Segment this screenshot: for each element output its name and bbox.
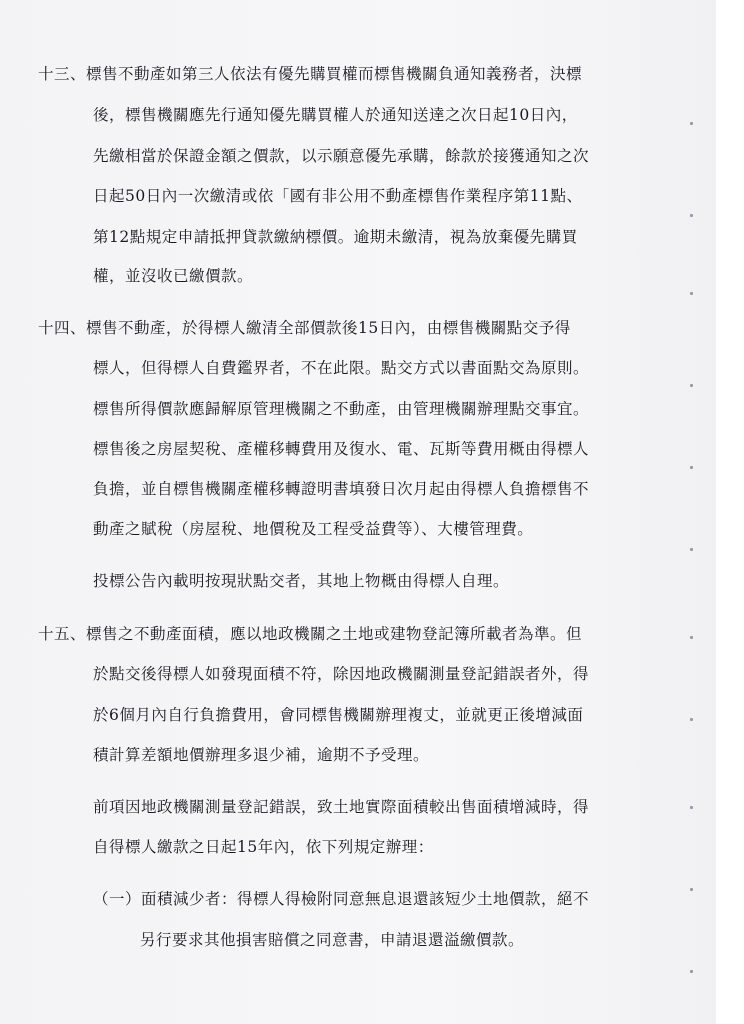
margin-mark: [690, 636, 693, 639]
margin-mark: [690, 292, 693, 295]
section-13-line-5: 第12點規定申請抵押貸款繳納標價。逾期未繳清，視為放棄優先購買: [93, 228, 578, 246]
section-13-line-1: 十三、標售不動產如第三人依法有優先購買權而標售機關負通知義務者，決標: [38, 65, 583, 83]
margin-marks: [690, 0, 698, 1024]
section-14-line-4: 標售後之房屋契稅、產權移轉費用及復水、電、瓦斯等費用概由得標人: [93, 440, 590, 458]
section-15-item-1-line-1: （一）面積減少者：得標人得檢附同意無息退還該短少土地價款，絕不: [93, 890, 590, 908]
margin-mark: [690, 548, 693, 551]
margin-mark: [690, 122, 693, 125]
scan-edge: [716, 0, 744, 1024]
section-13-line-6: 權，並沒收已繳價款。: [93, 267, 254, 285]
section-15-item-1-line-2: 另行要求其他損害賠償之同意書，申請退還溢繳價款。: [140, 931, 525, 949]
section-14-line-5: 負擔，並自標售機關產權移轉證明書填發日次月起由得標人負擔標售不: [93, 480, 590, 498]
margin-mark: [690, 384, 693, 387]
margin-mark: [690, 970, 693, 973]
section-15-line-2: 於點交後得標人如發現面積不符，除因地政機關測量登記錯誤者外，得: [93, 665, 590, 683]
section-15-para2-line-1: 前項因地政機關測量登記錯誤，致土地實際面積較出售面積增減時，得: [93, 798, 590, 816]
section-14-note: 投標公告內載明按現狀點交者，其地上物概由得標人自理。: [93, 572, 510, 590]
section-15-line-4: 積計算差額地價辦理多退少補，逾期不予受理。: [93, 746, 430, 764]
section-13-line-4: 日起50日內一次繳清或依「國有非公用不動產標售作業程序第11點、: [93, 187, 583, 205]
section-15-line-3: 於6個月內自行負擔費用，會同標售機關辦理複丈，並就更正後增減面: [93, 706, 584, 724]
section-14-line-3: 標售所得價款應歸解原管理機關之不動產，由管理機關辦理點交事宜。: [93, 400, 590, 418]
section-13-line-3: 先繳相當於保證金額之價款，以示願意優先承購，餘款於接獲通知之次: [93, 147, 590, 165]
margin-mark: [690, 718, 693, 721]
margin-mark: [690, 214, 693, 217]
margin-mark: [690, 806, 693, 809]
section-13-line-2: 後，標售機關應先行通知優先購買權人於通知送達之次日起10日內，: [93, 106, 578, 124]
margin-mark: [690, 888, 693, 891]
section-14-line-1: 十四、標售不動產，於得標人繳清全部價款後15日內，由標售機關點交予得: [38, 319, 571, 337]
section-14-line-2: 標人，但得標人自費鑑界者，不在此限。點交方式以書面點交為原則。: [93, 359, 590, 377]
section-14-line-6: 動產之賦稅（房屋稅、地價稅及工程受益費等）、大樓管理費。: [93, 520, 534, 538]
section-15-line-1: 十五、標售之不動產面積，應以地政機關之土地或建物登記簿所載者為準。但: [38, 625, 583, 643]
margin-mark: [690, 466, 693, 469]
section-15-para2-line-2: 自得標人繳款之日起15年內，依下列規定辦理：: [93, 838, 434, 856]
